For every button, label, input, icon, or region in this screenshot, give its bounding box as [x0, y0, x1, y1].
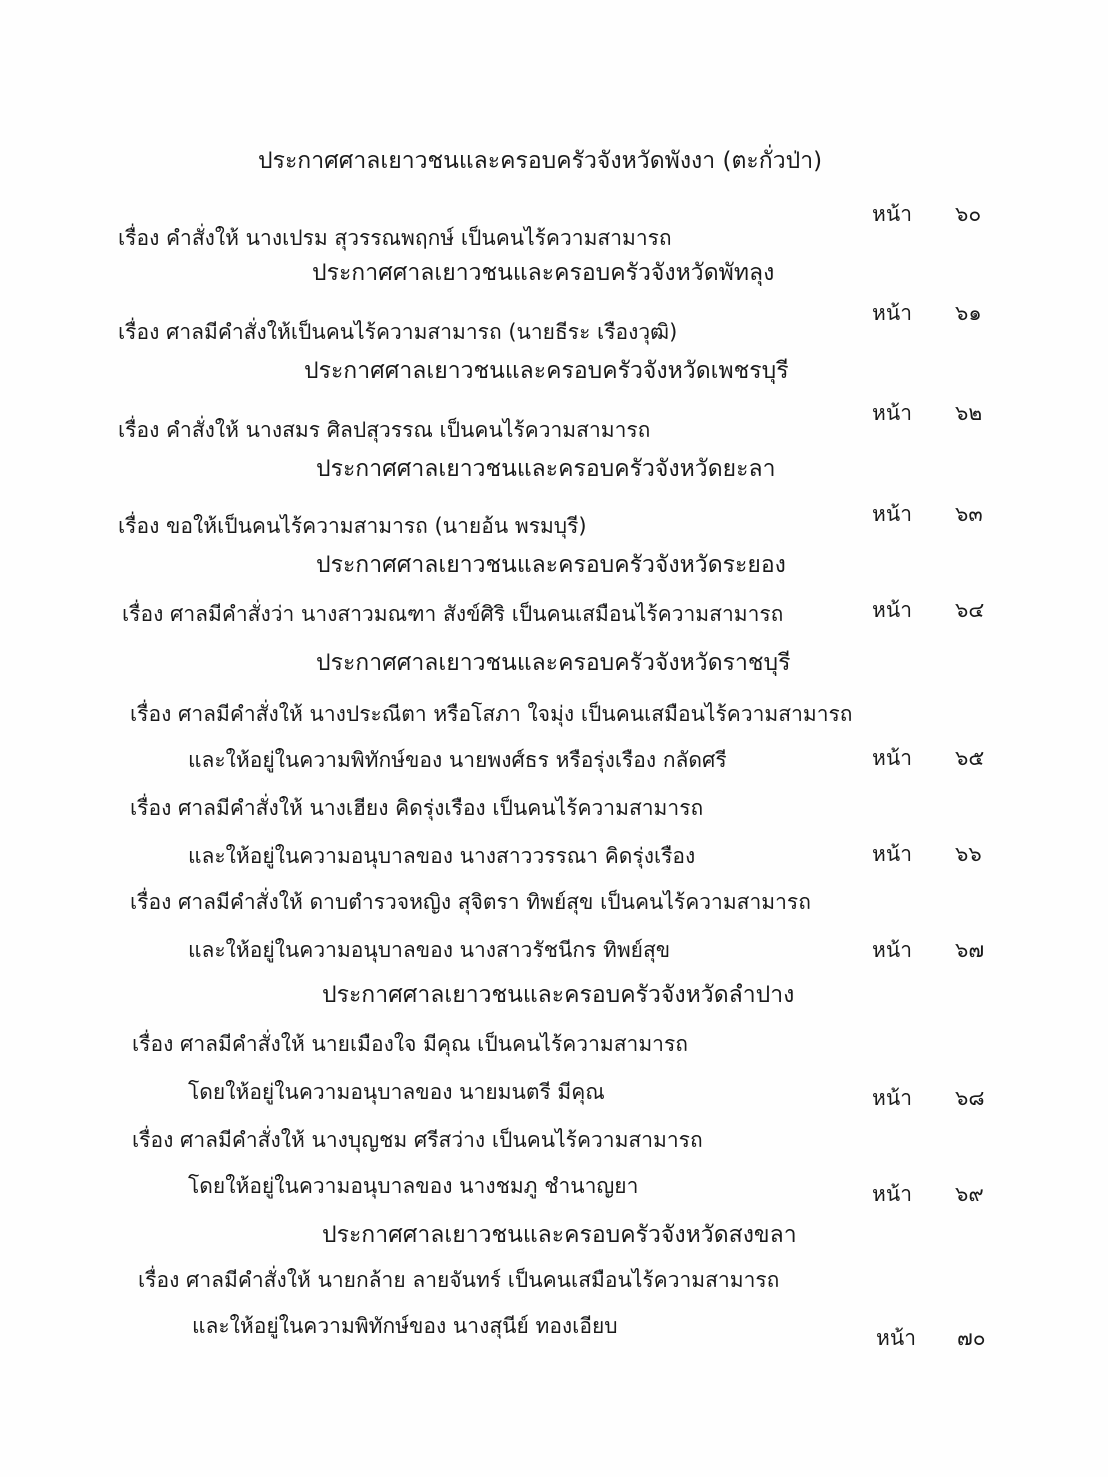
page-label: หน้า — [872, 301, 912, 325]
page-label: หน้า — [872, 202, 912, 226]
entry-line: เรื่อง ศาลมีคำสั่งว่า นางสาวมณฑา สังข์ศิริ เป็นคนเสมือนไร้ความสามารถ — [122, 602, 784, 626]
section-heading: ประกาศศาลเยาวชนและครอบครัวจังหวัดสงขลา — [322, 1222, 797, 1248]
page-label: หน้า — [872, 938, 912, 962]
section-heading: ประกาศศาลเยาวชนและครอบครัวจังหวัดระยอง — [316, 552, 786, 578]
page-label: หน้า — [872, 502, 912, 526]
page-number: ๖๑ — [955, 301, 982, 325]
section-heading: ประกาศศาลเยาวชนและครอบครัวจังหวัดพังงา (ตะกั่วป่า) — [258, 148, 823, 174]
entry-line: เรื่อง ขอให้เป็นคนไร้ความสามารถ (นายอ้น พรมบุรี) — [118, 514, 587, 538]
entry-line: เรื่อง คำสั่งให้ นางสมร ศิลปสุวรรณ เป็นคนไร้ความสามารถ — [118, 418, 651, 442]
entry-line: เรื่อง ศาลมีคำสั่งให้ นายกล้าย ลายจันทร์ เป็นคนเสมือนไร้ความสามารถ — [138, 1268, 780, 1292]
entry-line: เรื่อง คำสั่งให้ นางเปรม สุวรรณพฤกษ์ เป็นคนไร้ความสามารถ — [118, 226, 672, 250]
page-number: ๖๙ — [955, 1182, 984, 1206]
entry-line: เรื่อง ศาลมีคำสั่งให้ นายเมืองใจ มีคุณ เป็นคนไร้ความสามารถ — [132, 1032, 688, 1056]
page-number: ๖๘ — [955, 1086, 985, 1110]
entry-line: โดยให้อยู่ในความอนุบาลของ นางชมภู ชำนาญยา — [188, 1174, 639, 1198]
section-heading: ประกาศศาลเยาวชนและครอบครัวจังหวัดยะลา — [316, 456, 776, 482]
page-number: ๖๔ — [955, 598, 985, 622]
page-number: ๗๐ — [957, 1326, 986, 1350]
page-label: หน้า — [876, 1326, 916, 1350]
page-number: ๖๗ — [955, 938, 985, 962]
page-number: ๖๖ — [955, 842, 982, 866]
page-number: ๖๐ — [955, 202, 982, 226]
section-heading: ประกาศศาลเยาวชนและครอบครัวจังหวัดราชบุรี — [316, 650, 791, 676]
page-label: หน้า — [872, 401, 912, 425]
entry-line: เรื่อง ศาลมีคำสั่งให้ ดาบตำรวจหญิง สุจิตรา ทิพย์สุข เป็นคนไร้ความสามารถ — [130, 890, 811, 914]
entry-line: และให้อยู่ในความอนุบาลของ นางสาววรรณา คิดรุ่งเรือง — [188, 844, 696, 868]
entry-line: เรื่อง ศาลมีคำสั่งให้ นางบุญชม ศรีสว่าง เป็นคนไร้ความสามารถ — [132, 1128, 703, 1152]
page-label: หน้า — [872, 746, 912, 770]
page-label: หน้า — [872, 842, 912, 866]
section-heading: ประกาศศาลเยาวชนและครอบครัวจังหวัดพัทลุง — [312, 260, 775, 286]
entry-line: โดยให้อยู่ในความอนุบาลของ นายมนตรี มีคุณ — [188, 1080, 605, 1104]
entry-line: เรื่อง ศาลมีคำสั่งให้ นางเฮียง คิดรุ่งเรือง เป็นคนไร้ความสามารถ — [130, 796, 704, 820]
page-number: ๖๒ — [955, 401, 983, 425]
page-number: ๖๓ — [955, 502, 983, 526]
entry-line: และให้อยู่ในความพิทักษ์ของ นายพงศ์ธร หรือรุ่งเรือง กลัดศรี — [188, 748, 727, 772]
section-heading: ประกาศศาลเยาวชนและครอบครัวจังหวัดเพชรบุรี — [304, 358, 789, 384]
section-heading: ประกาศศาลเยาวชนและครอบครัวจังหวัดลำปาง — [322, 982, 795, 1008]
page-label: หน้า — [872, 1086, 912, 1110]
entry-line: และให้อยู่ในความพิทักษ์ของ นางสุนีย์ ทองเอียบ — [192, 1314, 618, 1338]
entry-line: เรื่อง ศาลมีคำสั่งให้เป็นคนไร้ความสามารถ (นายธีระ เรืองวุฒิ) — [118, 320, 678, 344]
entry-line: เรื่อง ศาลมีคำสั่งให้ นางประณีตา หรือโสภา ใจมุ่ง เป็นคนเสมือนไร้ความสามารถ — [130, 702, 853, 726]
page-label: หน้า — [872, 1182, 912, 1206]
page-number: ๖๕ — [955, 746, 985, 770]
entry-line: และให้อยู่ในความอนุบาลของ นางสาวรัชนีกร ทิพย์สุข — [188, 938, 671, 962]
page-label: หน้า — [872, 598, 912, 622]
